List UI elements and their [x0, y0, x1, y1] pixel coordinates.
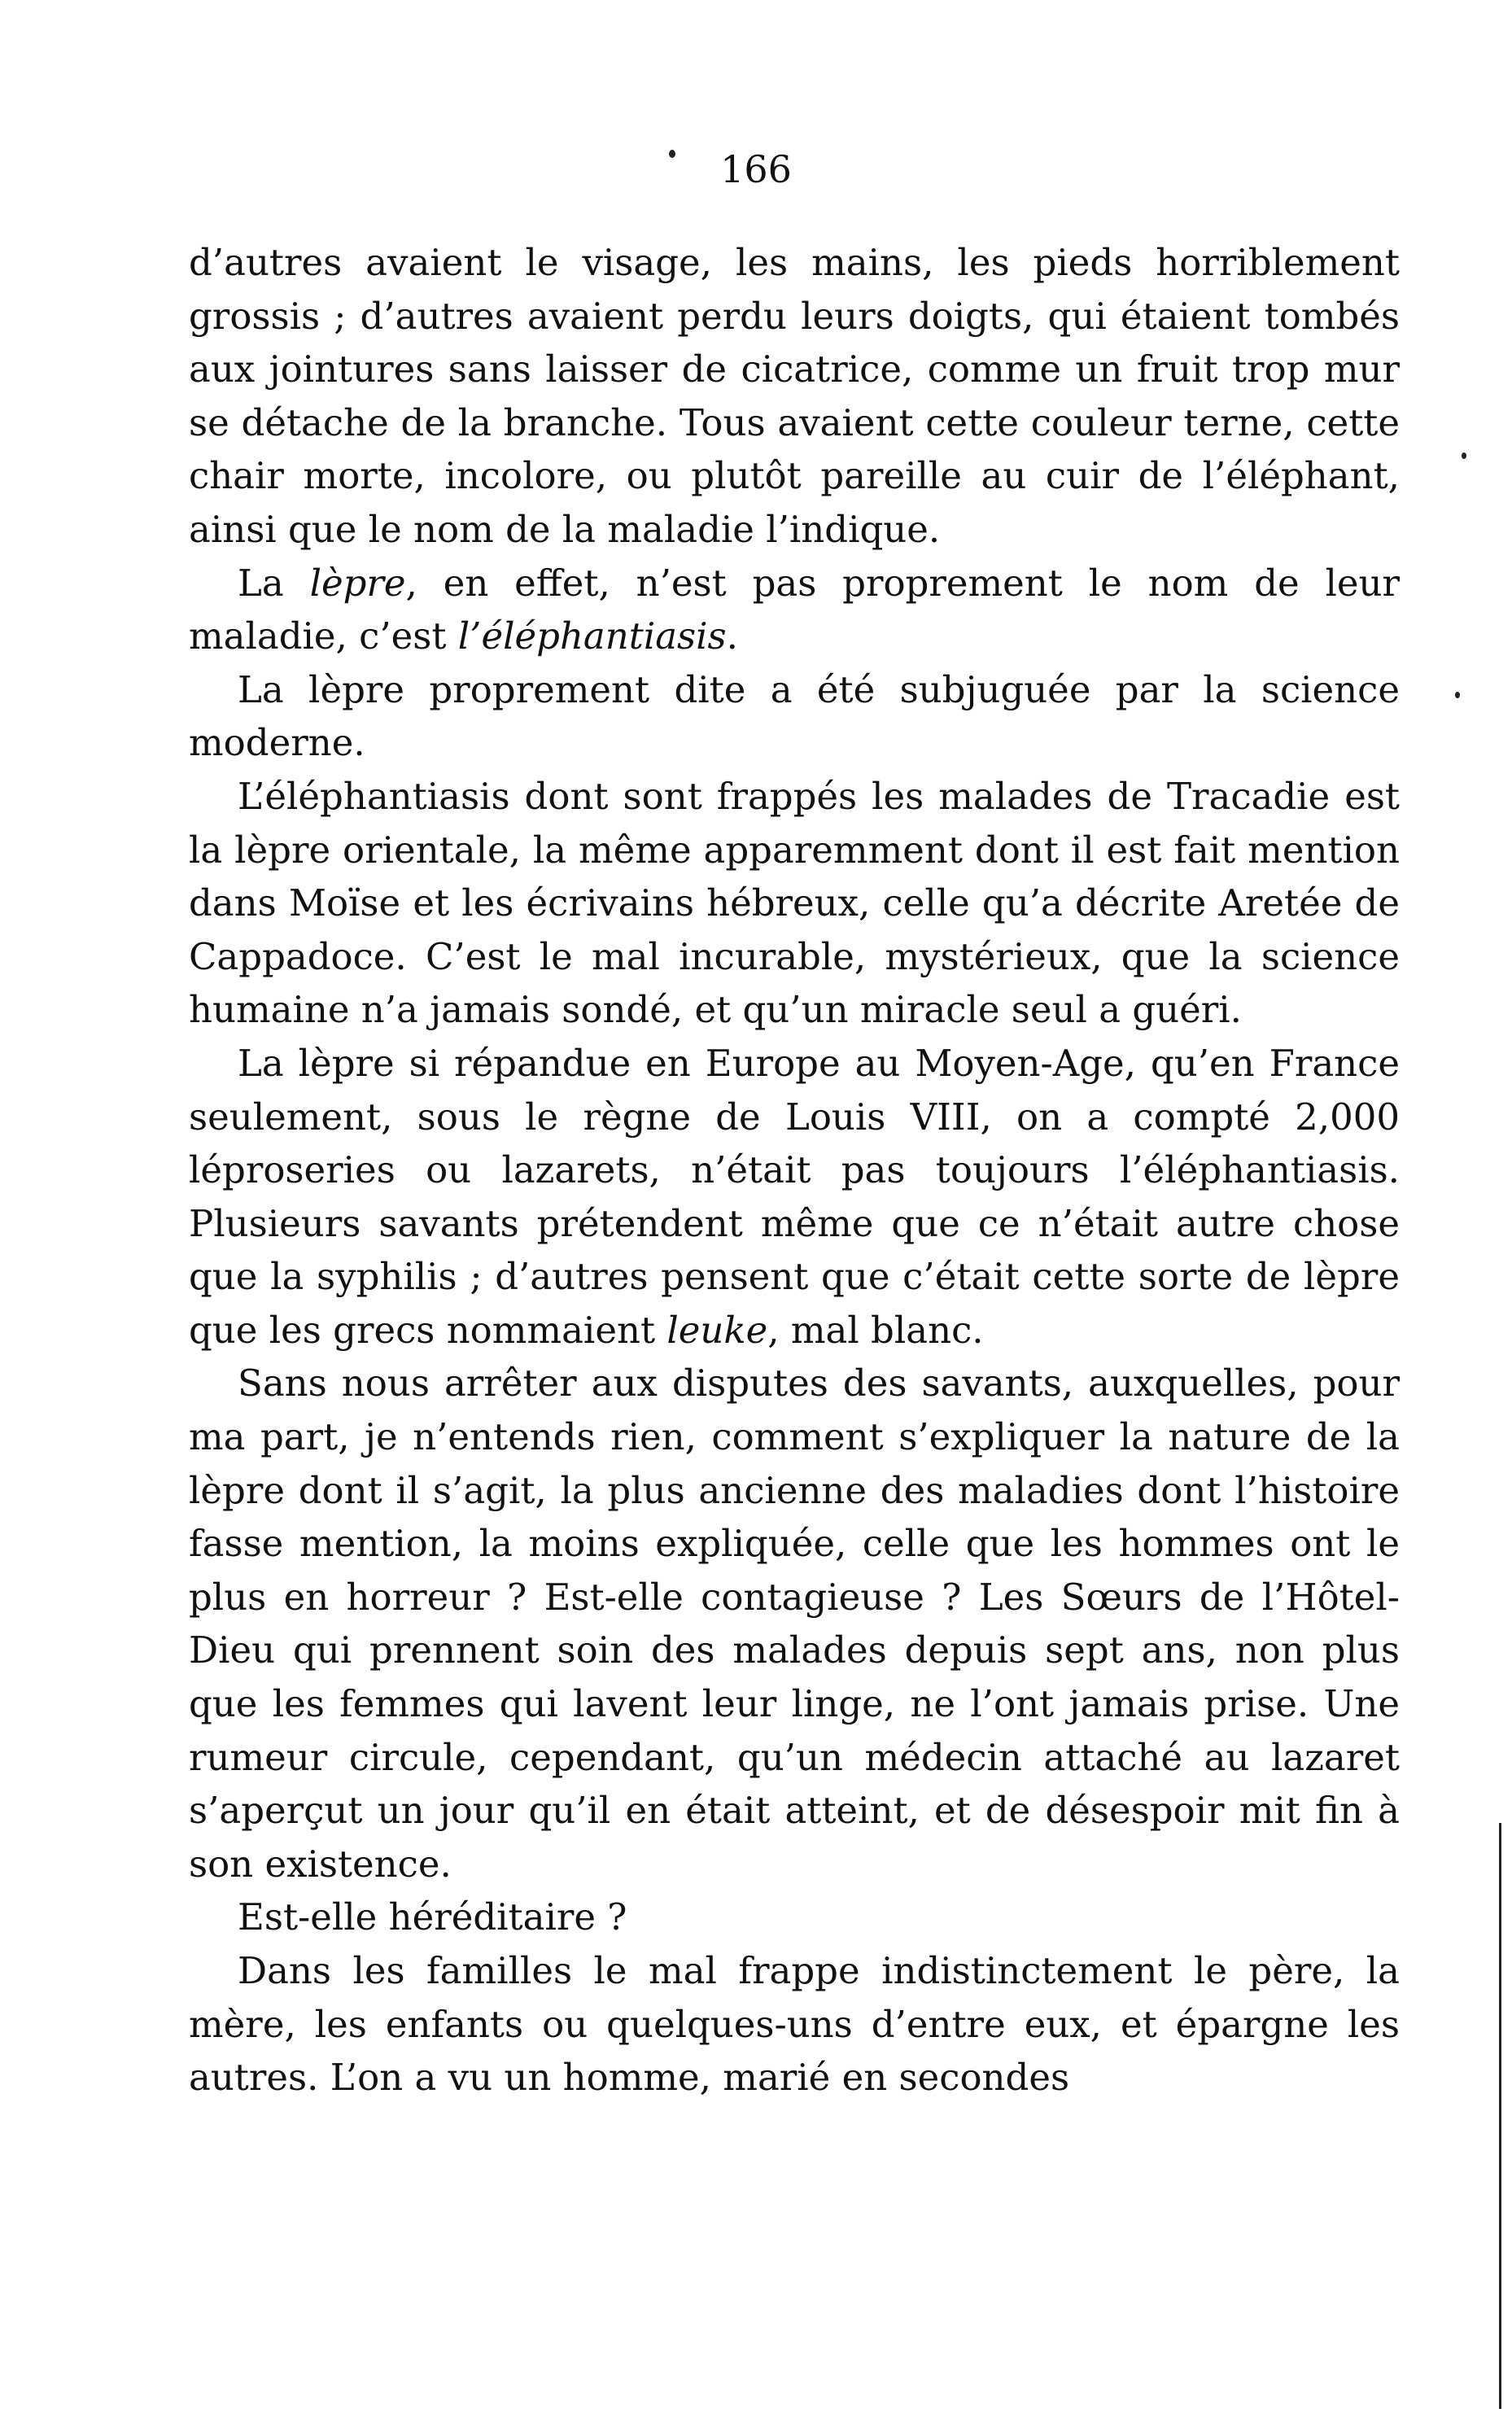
- paragraph: [189, 770, 1400, 1037]
- page-number: 166: [720, 147, 792, 191]
- paragraph: [189, 663, 1400, 770]
- text-run: .: [726, 614, 738, 658]
- text-run: La lèpre si répandue en Europe au Moyen-Age, qu’en France seulement, sous le règne de Louis VIII, on a compté 2,000 léproseries ou lazarets, n’était pas toujours l’éléphantiasis. Plusieurs savants prétendent même que ce n’était autre chose que la syphilis ; d’autres pensent que c’était cette sorte de lèpre que les grecs nommaient: [189, 1041, 1400, 1352]
- body-text: [189, 236, 1400, 2105]
- ink-speck: [1462, 452, 1466, 459]
- italic-term: lèpre: [309, 561, 406, 605]
- paragraph: [189, 557, 1400, 663]
- paragraph: [189, 1037, 1400, 1357]
- ink-speck: [1455, 692, 1460, 698]
- text-run: La lèpre proprement dite a été subjuguée par la science moderne.: [189, 667, 1400, 765]
- paragraph: [189, 1891, 1400, 1944]
- text-run: La: [238, 561, 310, 605]
- text-run: d’autres avaient le visage, les mains, les pieds horriblement grossis ; d’autres avaient perdu leurs doigts, qui étaient tombés aux jointures sans laisser de cicatrice, comme un fruit trop mur se détache de la branche. Tous avaient cette couleur terne, cette chair morte, incolore, ou plutôt pareille au cuir de l’éléphant, ainsi que le nom de la maladie l’indique.: [189, 241, 1400, 551]
- page-edge-line: [1499, 1823, 1501, 2409]
- text-run: Est-elle héréditaire ?: [238, 1895, 627, 1939]
- text-run: L’éléphantiasis dont sont frappés les malades de Tracadie est la lèpre orientale, la même apparemment dont il est fait mention dans Moïse et les écrivains hébreux, celle qu’a décrite Aretée de Cappadoce. C’est le mal incurable, mystérieux, que la science humaine n’a jamais sondé, et qu’un miracle seul a guéri.: [189, 774, 1400, 1032]
- text-run: , mal blanc.: [767, 1308, 984, 1352]
- paragraph: [189, 1357, 1400, 1891]
- italic-term: l’éléphantiasis: [457, 614, 727, 658]
- text-run: , en effet, n’est pas proprement le nom de leur maladie, c’est: [189, 561, 1400, 658]
- italic-term: leuke: [666, 1308, 768, 1352]
- text-run: Dans les familles le mal frappe indistinctement le père, la mère, les enfants ou quelques-uns d’entre eux, et épargne les autres. L’on a vu un homme, marié en secondes: [189, 1949, 1400, 2100]
- paragraph: [189, 236, 1400, 557]
- text-run: Sans nous arrêter aux disputes des savants, auxquelles, pour ma part, je n’entends rien, comment s’expliquer la nature de la lèpre dont il s’agit, la plus ancienne des maladies dont l’histoire fasse mention, la moins expliquée, celle que les hommes ont le plus en horreur ? Est-elle contagieuse ? Les Sœurs de l’Hôtel-Dieu qui prennent soin des malades depuis sept ans, non plus que les femmes qui lavent leur linge, ne l’ont jamais prise. Une rumeur circule, cependant, qu’un médecin attaché au lazaret s’aperçut un jour qu’il en était atteint, et de désespoir mit fin à son existence.: [189, 1362, 1400, 1886]
- paragraph: [189, 1944, 1400, 2105]
